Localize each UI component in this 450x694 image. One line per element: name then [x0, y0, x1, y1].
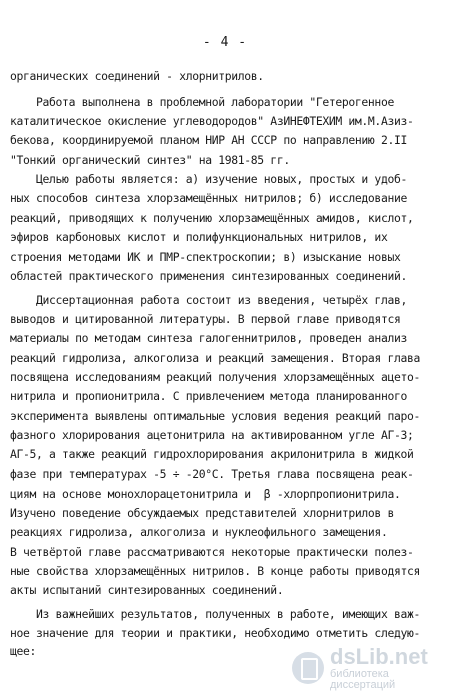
- text-line: реакциях гидролиза, алкоголиза и нуклеофильного замещения.: [10, 525, 388, 539]
- text-line: Изучено поведение обсуждаемых представителей хлорнитрилов в: [10, 506, 394, 520]
- text-line: щее:: [10, 644, 37, 658]
- text-line: бекова, координируемой планом НИР АН СССР по направлению 2.II: [10, 133, 407, 147]
- text-line: В четвёртой главе рассматриваются некоторые практически полез-: [10, 545, 414, 559]
- text-line: ных способов синтеза хлорзамещённых нитрилов; б) исследование: [10, 191, 407, 205]
- text-line: выводов и цитированной литературы. В первой главе приводятся: [10, 312, 401, 326]
- text-line: ные свойства хлорзамещённых нитрилов. В конце работы приводятся: [10, 564, 420, 578]
- text-line: эксперимента выявлены оптимальные условия ведения реакций паро-: [10, 409, 420, 423]
- text-line: Диссертационная работа состоит из введения, четырёх глав,: [10, 293, 407, 307]
- text-line: Из важнейших результатов, полученных в работе, имеющих важ-: [10, 607, 420, 621]
- text-line: циям на основе монохлорацетонитрила и β -хлорпропионитрила.: [10, 487, 401, 501]
- text-line: АГ-5, а также реакций гидрохлорирования акрилонитрила в жидкой: [10, 447, 414, 461]
- text-line: реакций, приводящих к получению хлорзамещённых амидов, кислот,: [10, 211, 414, 225]
- watermark-brand: dsLib.net: [330, 643, 428, 669]
- text-line: каталитическое окисление углеводородов" АзИНЕФТЕХИМ им.М.Азиз-: [10, 114, 414, 128]
- dslib-watermark: [292, 643, 442, 691]
- text-line: ное значение для теории и практики, необходимо отметить следую-: [10, 626, 420, 640]
- text-line: "Тонкий органический синтез" на 1981-85 гг.: [10, 153, 290, 167]
- watermark-text: [330, 643, 442, 691]
- text-line: посвящена исследованиям реакций получения хлорзамещённых ацето-: [10, 370, 420, 384]
- text-line: Работа выполнена в проблемной лаборатории "Гетерогенное: [10, 95, 394, 109]
- text-line: строения методами ИК и ПМР-спектроскопии; в) изыскание новых: [10, 250, 401, 264]
- text-line: акты испытаний синтезированных соединений.: [10, 583, 284, 597]
- text-line: фазного хлорирования ацетонитрила на активированном угле АГ-3;: [10, 428, 414, 442]
- text-line: органических соединений - хлорнитрилов.: [10, 69, 264, 83]
- page-number: - 4 -: [202, 35, 248, 50]
- text-line: Целью работы является: а) изучение новых, простых и удоб-: [10, 172, 407, 186]
- text-line: нитрила и пропионитрила. С привлечением метода планированного: [10, 389, 407, 403]
- text-line: реакций гидролиза, алкоголиза и реакций замещения. Вторая глава: [10, 351, 420, 365]
- text-line: эфиров карбоновых кислот и полифункциональных нитрилов, их: [10, 230, 388, 244]
- watermark-caption: библиотека диссертаций: [330, 667, 396, 691]
- text-line: материалы по методам синтеза галогеннитрилов, проведен анализ: [10, 331, 407, 345]
- text-line: фазе при температурах -5 ÷ -20°С. Третья глава посвящена реак-: [10, 467, 414, 481]
- book-icon: [292, 652, 324, 684]
- text-line: областей практического применения синтезированных соединений.: [10, 269, 407, 283]
